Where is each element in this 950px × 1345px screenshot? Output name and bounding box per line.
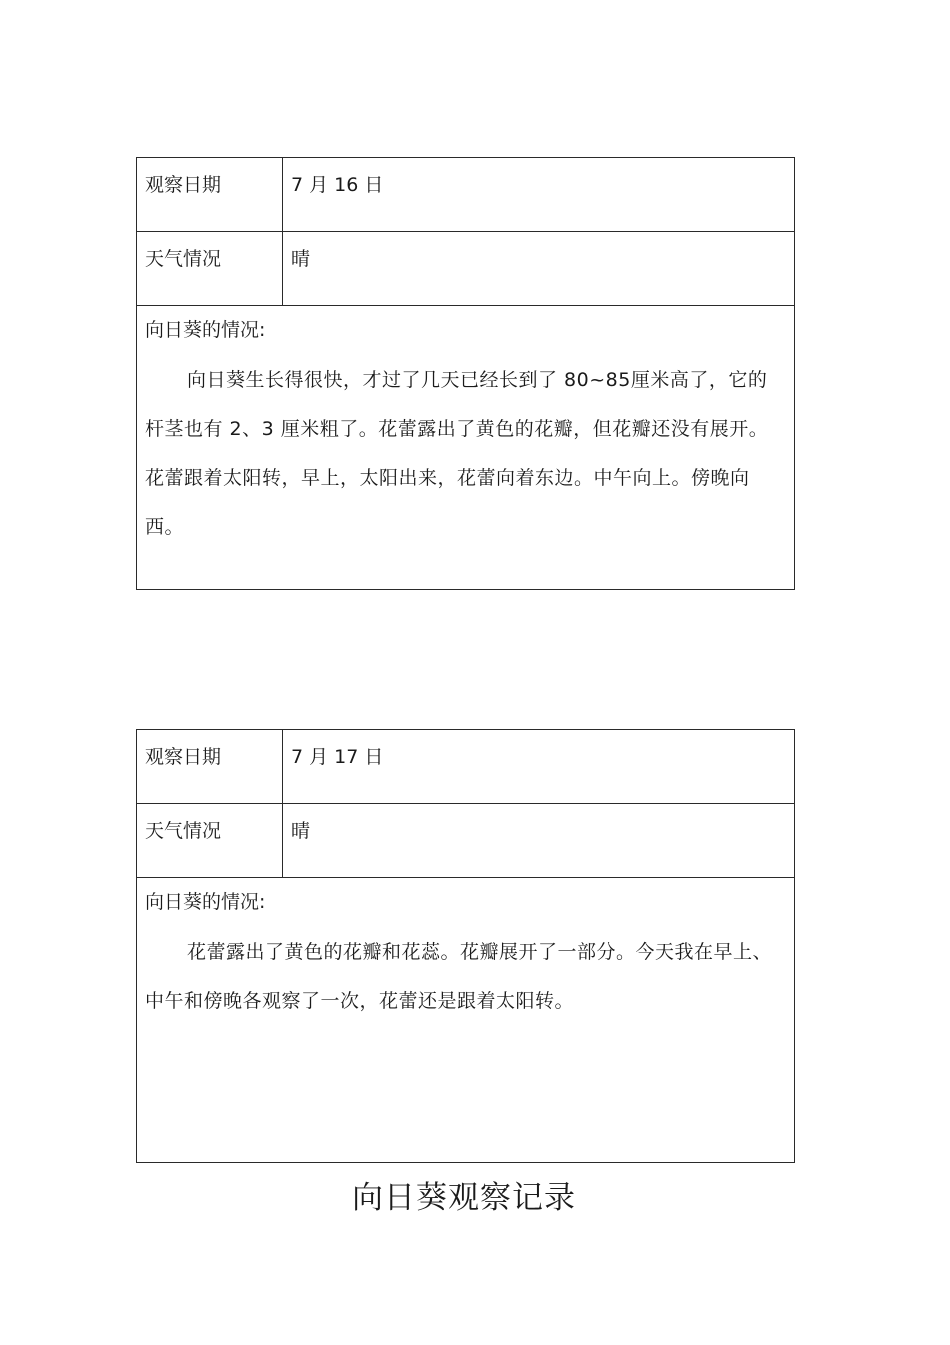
weather-row <box>137 232 794 306</box>
observation-cell <box>137 306 794 552</box>
observation-cell <box>137 878 794 1026</box>
observation-record-table <box>136 729 795 1163</box>
observation-text: 向日葵生长得很快，才过了几天已经长到了 80~85厘米高了，它的杆茎也有 2、3 厘米粗了。花蕾露出了黄色的花瓣，但花瓣还没有展开。花蕾跟着太阳转，早上，太阳出来，花蕾向着东边。中午向上。傍晚向西。 <box>145 369 769 538</box>
date-row <box>137 730 794 804</box>
date-label: 观察日期 <box>137 730 283 803</box>
weather-label: 天气情况 <box>137 804 283 877</box>
weather-value: 晴 <box>291 248 311 270</box>
date-value: 7 月 16 日 <box>291 174 384 196</box>
weather-row <box>137 804 794 878</box>
date-row <box>137 158 794 232</box>
observation-text: 花蕾露出了黄色的花瓣和花蕊。花瓣展开了一部分。今天我在早上、中午和傍晚各观察了一次，花蕾还是跟着太阳转。 <box>145 941 773 1012</box>
observation-heading: 向日葵的情况: <box>145 891 266 913</box>
weather-value: 晴 <box>291 820 311 842</box>
weather-label: 天气情况 <box>137 232 283 305</box>
date-label: 观察日期 <box>137 158 283 231</box>
observation-record-table <box>136 157 795 590</box>
observation-heading: 向日葵的情况: <box>145 319 266 341</box>
document-title: 向日葵观察记录 <box>352 1180 576 1216</box>
date-value: 7 月 17 日 <box>291 746 384 768</box>
